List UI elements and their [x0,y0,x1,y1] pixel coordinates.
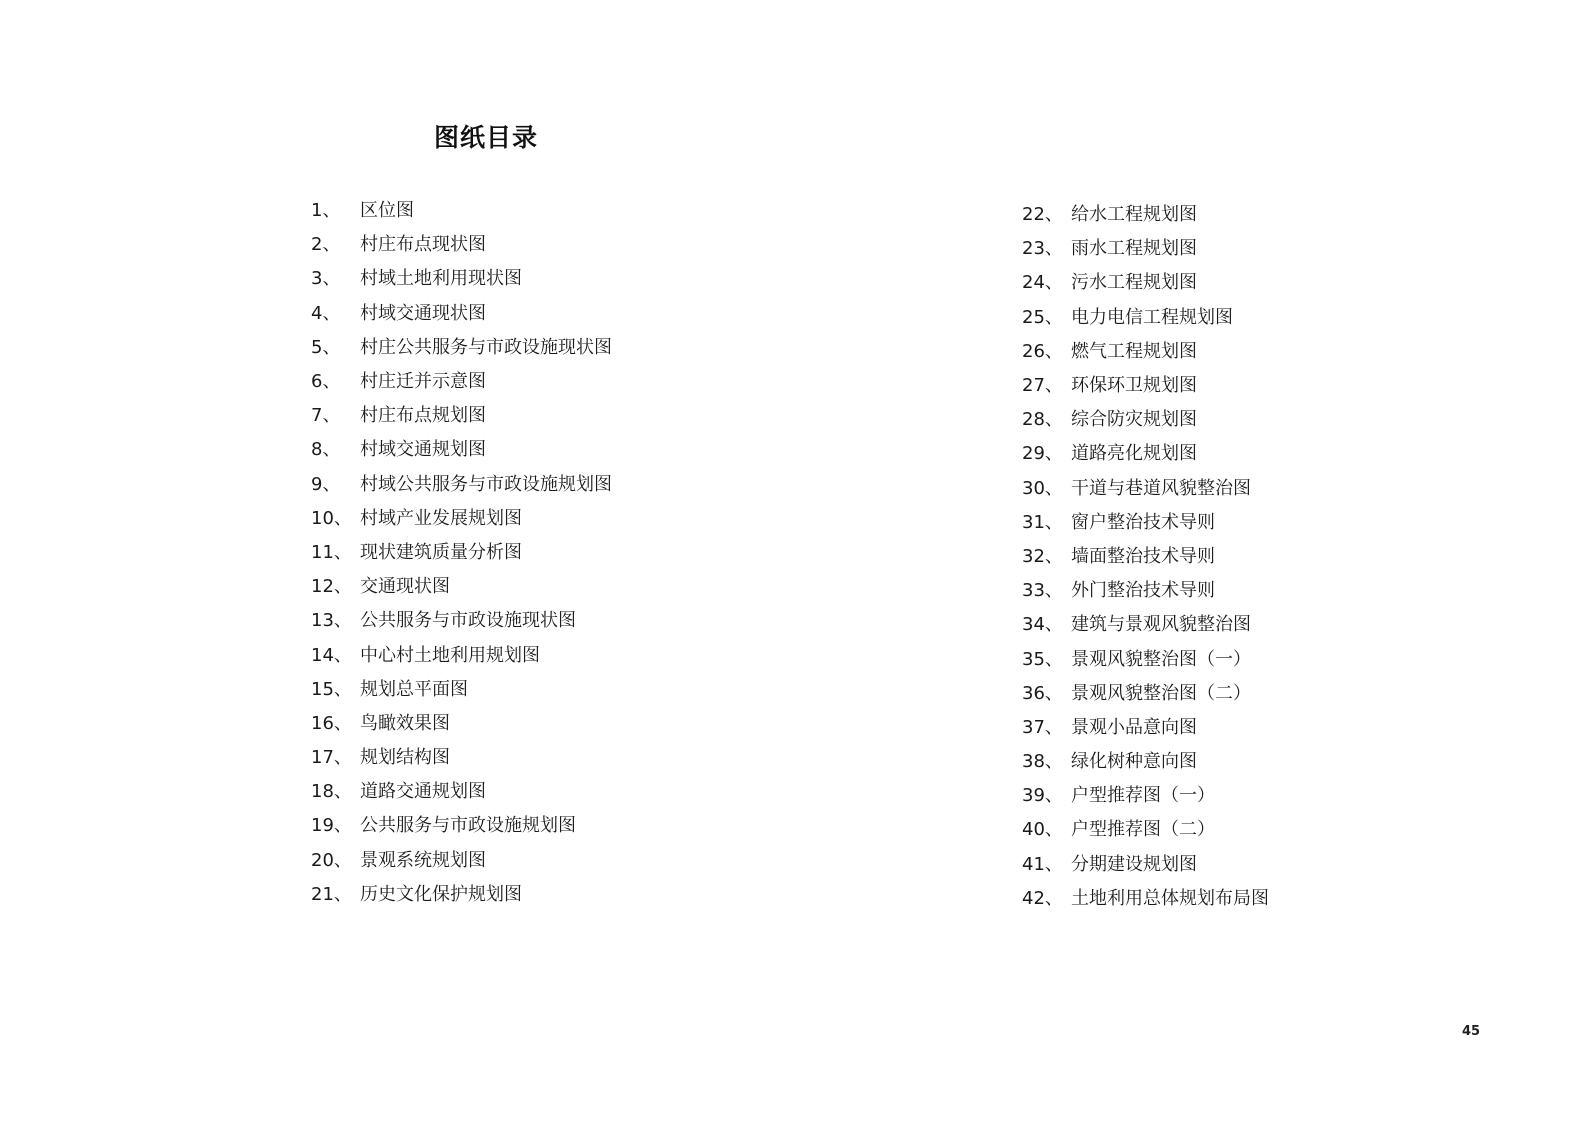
toc-entry [1022,333,1269,367]
toc-entry [1022,880,1269,914]
toc-entry-number: 22、 [1022,204,1063,226]
toc-entry-label: 村庄迁并示意图 [360,371,486,393]
toc-entry-number: 38、 [1022,751,1063,773]
toc-entry-label: 污水工程规划图 [1071,272,1197,294]
toc-entry-number: 36、 [1022,682,1063,704]
toc-entry-label: 规划结构图 [360,747,450,769]
toc-entry [1022,811,1269,845]
toc-entry-label: 村域交通规划图 [360,439,486,461]
toc-entry [311,534,612,568]
toc-entry-number: 7、 [311,405,341,427]
toc-entry-label: 综合防灾规划图 [1071,409,1197,431]
toc-entry [311,295,612,329]
toc-entry-number: 20、 [311,849,352,871]
toc-entry-label: 道路交通规划图 [360,781,486,803]
toc-entry-number: 16、 [311,712,352,734]
toc-entry-number: 29、 [1022,443,1063,465]
toc-entry [311,671,612,705]
toc-entry-label: 景观风貌整治图（一） [1071,648,1251,670]
toc-entry-label: 分期建设规划图 [1071,853,1197,875]
toc-entry-label: 公共服务与市政设施规划图 [360,815,576,837]
toc-entry [1022,709,1269,743]
toc-entry-number: 6、 [311,371,341,393]
toc-entry [1022,470,1269,504]
toc-entry [311,329,612,363]
toc-entry [311,397,612,431]
toc-entry-label: 外门整治技术导则 [1071,580,1215,602]
toc-entry [1022,538,1269,572]
toc-entry-number: 41、 [1022,853,1063,875]
toc-entry-label: 户型推荐图（一） [1071,785,1215,807]
toc-entry [1022,572,1269,606]
toc-entry-number: 37、 [1022,716,1063,738]
toc-entry-label: 村域土地利用现状图 [360,268,522,290]
toc-entry [1022,675,1269,709]
toc-entry [1022,401,1269,435]
toc-entry-number: 33、 [1022,580,1063,602]
toc-entry [1022,743,1269,777]
toc-entry-label: 村域产业发展规划图 [360,507,522,529]
toc-entry-number: 32、 [1022,545,1063,567]
page-title: 图纸目录 [434,123,539,152]
toc-entry-number: 28、 [1022,409,1063,431]
toc-entry [1022,606,1269,640]
toc-entry-label: 村庄布点现状图 [360,234,486,256]
toc-entry-number: 18、 [311,781,352,803]
toc-entry-label: 建筑与景观风貌整治图 [1071,614,1251,636]
toc-entry-label: 村庄公共服务与市政设施现状图 [360,336,612,358]
toc-entry-label: 电力电信工程规划图 [1071,306,1233,328]
toc-entry-number: 13、 [311,610,352,632]
toc-entry-label: 公共服务与市政设施现状图 [360,610,576,632]
toc-entry-number: 17、 [311,747,352,769]
toc-entry-label: 干道与巷道风貌整治图 [1071,477,1251,499]
toc-entry [1022,777,1269,811]
toc-entry-label: 村庄布点规划图 [360,405,486,427]
toc-entry-number: 31、 [1022,511,1063,533]
toc-left-column [311,192,612,910]
toc-entry [311,807,612,841]
toc-entry [311,363,612,397]
toc-entry [311,226,612,260]
toc-entry [1022,196,1269,230]
toc-entry [1022,435,1269,469]
toc-entry-label: 道路亮化规划图 [1071,443,1197,465]
toc-entry-label: 户型推荐图（二） [1071,819,1215,841]
toc-entry-number: 21、 [311,883,352,905]
toc-entry [1022,264,1269,298]
toc-entry-number: 34、 [1022,614,1063,636]
toc-entry-label: 给水工程规划图 [1071,204,1197,226]
toc-entry-number: 4、 [311,302,341,324]
toc-entry-number: 35、 [1022,648,1063,670]
toc-entry [311,466,612,500]
toc-entry-label: 窗户整治技术导则 [1071,511,1215,533]
toc-entry-number: 25、 [1022,306,1063,328]
toc-entry-label: 交通现状图 [360,576,450,598]
toc-entry [311,773,612,807]
toc-entry [311,636,612,670]
toc-entry-label: 规划总平面图 [360,678,468,700]
toc-entry-label: 雨水工程规划图 [1071,238,1197,260]
toc-entry-label: 区位图 [360,200,414,222]
toc-entry [1022,230,1269,264]
toc-entry [1022,640,1269,674]
toc-entry-number: 2、 [311,234,341,256]
toc-entry-label: 燃气工程规划图 [1071,340,1197,362]
toc-entry [311,602,612,636]
toc-entry-label: 中心村土地利用规划图 [360,644,540,666]
toc-entry-number: 14、 [311,644,352,666]
toc-right-column [1022,196,1269,914]
toc-entry [311,431,612,465]
toc-entry [311,192,612,226]
toc-entry-number: 5、 [311,336,341,358]
toc-entry-label: 历史文化保护规划图 [360,883,522,905]
toc-entry-number: 3、 [311,268,341,290]
toc-entry-number: 26、 [1022,340,1063,362]
toc-entry-number: 40、 [1022,819,1063,841]
toc-entry-label: 环保环卫规划图 [1071,375,1197,397]
toc-entry [1022,367,1269,401]
toc-entry-label: 墙面整治技术导则 [1071,545,1215,567]
toc-entry-number: 9、 [311,473,341,495]
toc-entry-number: 27、 [1022,375,1063,397]
toc-entry-number: 39、 [1022,785,1063,807]
toc-entry-label: 景观风貌整治图（二） [1071,682,1251,704]
toc-entry-number: 19、 [311,815,352,837]
toc-entry-number: 24、 [1022,272,1063,294]
toc-entry [311,842,612,876]
toc-entry [1022,846,1269,880]
toc-entry-label: 村域公共服务与市政设施规划图 [360,473,612,495]
toc-entry-label: 鸟瞰效果图 [360,712,450,734]
toc-entry-number: 23、 [1022,238,1063,260]
toc-entry [311,705,612,739]
toc-entry-number: 30、 [1022,477,1063,499]
toc-entry [311,739,612,773]
toc-entry [311,876,612,910]
toc-entry-number: 8、 [311,439,341,461]
toc-entry-label: 村域交通现状图 [360,302,486,324]
toc-entry-number: 15、 [311,678,352,700]
page-number: 45 [1462,1024,1481,1039]
toc-entry [311,260,612,294]
toc-entry-label: 现状建筑质量分析图 [360,541,522,563]
toc-entry-number: 12、 [311,576,352,598]
toc-entry [1022,504,1269,538]
toc-entry-label: 景观系统规划图 [360,849,486,871]
toc-entry-number: 11、 [311,541,352,563]
toc-entry [1022,299,1269,333]
toc-entry-number: 10、 [311,507,352,529]
toc-entry-label: 景观小品意向图 [1071,716,1197,738]
toc-entry-label: 土地利用总体规划布局图 [1071,887,1269,909]
toc-entry-number: 42、 [1022,887,1063,909]
toc-entry-number: 1、 [311,200,341,222]
toc-entry [311,568,612,602]
toc-entry-label: 绿化树种意向图 [1071,751,1197,773]
toc-entry [311,500,612,534]
